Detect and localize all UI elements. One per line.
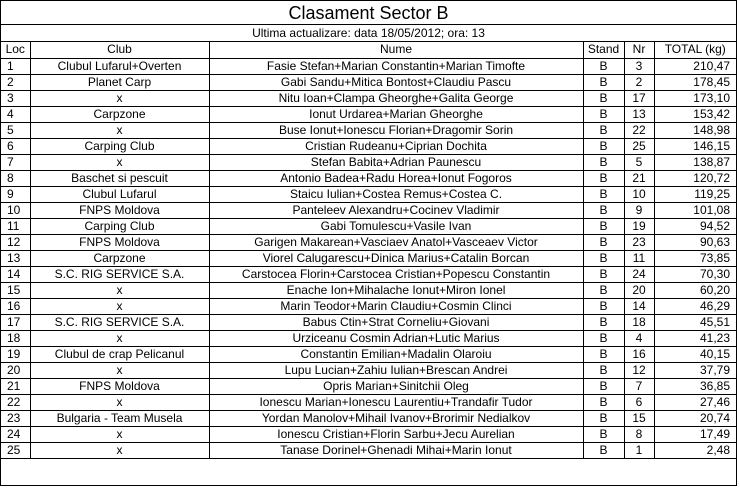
cell-nume: Marin Teodor+Marin Claudiu+Cosmin Clinci	[209, 298, 583, 314]
cell-loc: 10	[1, 202, 30, 218]
table-row	[1, 202, 736, 218]
cell-nume: Enache Ion+Mihalache Ionut+Miron Ionel	[209, 282, 583, 298]
cell-nume: Ionescu Cristian+Florin Sarbu+Jecu Aurelian	[209, 426, 583, 442]
cell-nr: 4	[624, 330, 654, 346]
cell-loc: 14	[1, 266, 30, 282]
cell-loc: 24	[1, 426, 30, 442]
cell-club: x	[30, 122, 209, 138]
cell-nr: 13	[624, 106, 654, 122]
cell-stand: B	[583, 282, 624, 298]
cell-loc: 9	[1, 186, 30, 202]
cell-nume: Stefan Babita+Adrian Paunescu	[209, 154, 583, 170]
cell-nume: Cristian Rudeanu+Ciprian Dochita	[209, 138, 583, 154]
cell-loc: 4	[1, 106, 30, 122]
cell-nume: Carstocea Florin+Carstocea Cristian+Popescu Constantin	[209, 266, 583, 282]
cell-club: Carpzone	[30, 106, 209, 122]
cell-stand: B	[583, 394, 624, 410]
cell-nr: 19	[624, 218, 654, 234]
column-header-stand: Stand	[583, 42, 624, 58]
table-row	[1, 90, 736, 106]
cell-nume: Constantin Emilian+Madalin Olaroiu	[209, 346, 583, 362]
cell-stand: B	[583, 378, 624, 394]
cell-total: 2,48	[654, 442, 736, 458]
cell-club: x	[30, 330, 209, 346]
cell-nume: Panteleev Alexandru+Cocinev Vladimir	[209, 202, 583, 218]
cell-club: x	[30, 426, 209, 442]
cell-total: 120,72	[654, 170, 736, 186]
cell-club: Baschet si pescuit	[30, 170, 209, 186]
cell-club: Planet Carp	[30, 74, 209, 90]
cell-nr: 8	[624, 426, 654, 442]
cell-total: 90,63	[654, 234, 736, 250]
cell-loc: 7	[1, 154, 30, 170]
cell-total: 148,98	[654, 122, 736, 138]
standings-table	[1, 42, 736, 459]
cell-stand: B	[583, 234, 624, 250]
cell-club: FNPS Moldova	[30, 234, 209, 250]
table-row	[1, 170, 736, 186]
cell-club: x	[30, 394, 209, 410]
cell-total: 45,51	[654, 314, 736, 330]
table-row	[1, 394, 736, 410]
cell-nume: Tanase Dorinel+Ghenadi Mihai+Marin Ionut	[209, 442, 583, 458]
cell-nr: 22	[624, 122, 654, 138]
table-row	[1, 346, 736, 362]
cell-nume: Babus Ctin+Strat Corneliu+Giovani	[209, 314, 583, 330]
cell-loc: 13	[1, 250, 30, 266]
table-row	[1, 426, 736, 442]
cell-nr: 16	[624, 346, 654, 362]
table-row	[1, 298, 736, 314]
cell-nr: 12	[624, 362, 654, 378]
cell-club: Clubul Lufarul	[30, 186, 209, 202]
cell-stand: B	[583, 426, 624, 442]
cell-total: 173,10	[654, 90, 736, 106]
cell-stand: B	[583, 138, 624, 154]
cell-nr: 18	[624, 314, 654, 330]
cell-loc: 23	[1, 410, 30, 426]
cell-stand: B	[583, 90, 624, 106]
cell-loc: 3	[1, 90, 30, 106]
cell-stand: B	[583, 442, 624, 458]
cell-loc: 16	[1, 298, 30, 314]
table-row	[1, 218, 736, 234]
cell-club: Carpzone	[30, 250, 209, 266]
cell-club: Clubul de crap Pelicanul	[30, 346, 209, 362]
cell-club: x	[30, 154, 209, 170]
cell-loc: 12	[1, 234, 30, 250]
cell-total: 101,08	[654, 202, 736, 218]
cell-nr: 14	[624, 298, 654, 314]
cell-nr: 5	[624, 154, 654, 170]
cell-nr: 10	[624, 186, 654, 202]
cell-nr: 21	[624, 170, 654, 186]
cell-stand: B	[583, 106, 624, 122]
table-row	[1, 378, 736, 394]
cell-nume: Gabi Tomulescu+Vasile Ivan	[209, 218, 583, 234]
cell-loc: 1	[1, 58, 30, 74]
cell-loc: 21	[1, 378, 30, 394]
table-row	[1, 442, 736, 458]
cell-total: 146,15	[654, 138, 736, 154]
table-row	[1, 106, 736, 122]
cell-stand: B	[583, 58, 624, 74]
cell-club: x	[30, 90, 209, 106]
cell-total: 27,46	[654, 394, 736, 410]
table-row	[1, 410, 736, 426]
cell-total: 138,87	[654, 154, 736, 170]
cell-nume: Lupu Lucian+Zahiu Iulian+Brescan Andrei	[209, 362, 583, 378]
cell-stand: B	[583, 250, 624, 266]
cell-nr: 11	[624, 250, 654, 266]
cell-nume: Ionut Urdarea+Marian Gheorghe	[209, 106, 583, 122]
cell-club: Bulgaria - Team Musela	[30, 410, 209, 426]
cell-stand: B	[583, 346, 624, 362]
cell-nr: 25	[624, 138, 654, 154]
cell-stand: B	[583, 266, 624, 282]
cell-stand: B	[583, 170, 624, 186]
cell-total: 178,45	[654, 74, 736, 90]
cell-nume: Buse Ionut+Ionescu Florian+Dragomir Sorin	[209, 122, 583, 138]
table-row	[1, 58, 736, 74]
cell-nr: 20	[624, 282, 654, 298]
cell-stand: B	[583, 202, 624, 218]
table-row	[1, 138, 736, 154]
cell-total: 60,20	[654, 282, 736, 298]
cell-nr: 15	[624, 410, 654, 426]
cell-loc: 15	[1, 282, 30, 298]
table-body	[1, 58, 736, 458]
table-row	[1, 282, 736, 298]
table-row	[1, 154, 736, 170]
table-row	[1, 74, 736, 90]
cell-club: x	[30, 442, 209, 458]
cell-club: x	[30, 282, 209, 298]
cell-stand: B	[583, 314, 624, 330]
cell-total: 210,47	[654, 58, 736, 74]
cell-club: FNPS Moldova	[30, 202, 209, 218]
cell-nr: 17	[624, 90, 654, 106]
table-row	[1, 250, 736, 266]
cell-club: Clubul Lufarul+Overten	[30, 58, 209, 74]
cell-total: 37,79	[654, 362, 736, 378]
cell-nume: Urziceanu Cosmin Adrian+Lutic Marius	[209, 330, 583, 346]
cell-total: 70,30	[654, 266, 736, 282]
cell-club: x	[30, 362, 209, 378]
table-row	[1, 186, 736, 202]
cell-nume: Ionescu Marian+Ionescu Laurentiu+Trandafir Tudor	[209, 394, 583, 410]
cell-nr: 3	[624, 58, 654, 74]
cell-club: FNPS Moldova	[30, 378, 209, 394]
cell-nume: Viorel Calugarescu+Dinica Marius+Catalin Borcan	[209, 250, 583, 266]
cell-total: 46,29	[654, 298, 736, 314]
cell-total: 119,25	[654, 186, 736, 202]
cell-stand: B	[583, 218, 624, 234]
cell-nume: Garigen Makarean+Vasciaev Anatol+Vasceaev Victor	[209, 234, 583, 250]
cell-stand: B	[583, 362, 624, 378]
cell-stand: B	[583, 122, 624, 138]
cell-nr: 7	[624, 378, 654, 394]
column-header-loc: Loc	[1, 42, 30, 58]
cell-nr: 6	[624, 394, 654, 410]
cell-club: S.C. RIG SERVICE S.A.	[30, 266, 209, 282]
cell-nr: 24	[624, 266, 654, 282]
cell-nume: Gabi Sandu+Mitica Bontost+Claudiu Pascu	[209, 74, 583, 90]
cell-total: 94,52	[654, 218, 736, 234]
cell-loc: 8	[1, 170, 30, 186]
cell-club: Carping Club	[30, 218, 209, 234]
cell-nr: 9	[624, 202, 654, 218]
cell-club: S.C. RIG SERVICE S.A.	[30, 314, 209, 330]
cell-stand: B	[583, 74, 624, 90]
table-row	[1, 330, 736, 346]
cell-stand: B	[583, 330, 624, 346]
cell-total: 73,85	[654, 250, 736, 266]
cell-loc: 20	[1, 362, 30, 378]
cell-loc: 22	[1, 394, 30, 410]
cell-loc: 11	[1, 218, 30, 234]
column-header-nume: Nume	[209, 42, 583, 58]
column-header-club: Club	[30, 42, 209, 58]
cell-nr: 23	[624, 234, 654, 250]
cell-loc: 2	[1, 74, 30, 90]
cell-loc: 18	[1, 330, 30, 346]
cell-stand: B	[583, 410, 624, 426]
table-row	[1, 362, 736, 378]
cell-nr: 2	[624, 74, 654, 90]
cell-stand: B	[583, 298, 624, 314]
cell-nume: Nitu Ioan+Clampa Gheorghe+Galita George	[209, 90, 583, 106]
cell-stand: B	[583, 186, 624, 202]
header-row	[1, 42, 736, 58]
cell-nr: 1	[624, 442, 654, 458]
cell-loc: 17	[1, 314, 30, 330]
cell-total: 17,49	[654, 426, 736, 442]
cell-nume: Fasie Stefan+Marian Constantin+Marian Timofte	[209, 58, 583, 74]
cell-loc: 19	[1, 346, 30, 362]
cell-total: 40,15	[654, 346, 736, 362]
cell-loc: 5	[1, 122, 30, 138]
cell-total: 153,42	[654, 106, 736, 122]
cell-nume: Yordan Manolov+Mihail Ivanov+Brorimir Nedialkov	[209, 410, 583, 426]
cell-loc: 25	[1, 442, 30, 458]
cell-loc: 6	[1, 138, 30, 154]
cell-stand: B	[583, 154, 624, 170]
page-title: Clasament Sector B	[1, 1, 736, 25]
cell-club: Carping Club	[30, 138, 209, 154]
table-row	[1, 122, 736, 138]
cell-nume: Opris Marian+Sinitchii Oleg	[209, 378, 583, 394]
table-row	[1, 266, 736, 282]
cell-club: x	[30, 298, 209, 314]
cell-total: 20,74	[654, 410, 736, 426]
column-header-nr: Nr	[624, 42, 654, 58]
table-row	[1, 234, 736, 250]
cell-nume: Antonio Badea+Radu Horea+Ionut Fogoros	[209, 170, 583, 186]
last-updated: Ultima actualizare: data 18/05/2012; ora: 13	[1, 25, 736, 42]
cell-total: 36,85	[654, 378, 736, 394]
column-header-total: TOTAL (kg)	[654, 42, 736, 58]
cell-nume: Staicu Iulian+Costea Remus+Costea C.	[209, 186, 583, 202]
cell-total: 41,23	[654, 330, 736, 346]
table-row	[1, 314, 736, 330]
